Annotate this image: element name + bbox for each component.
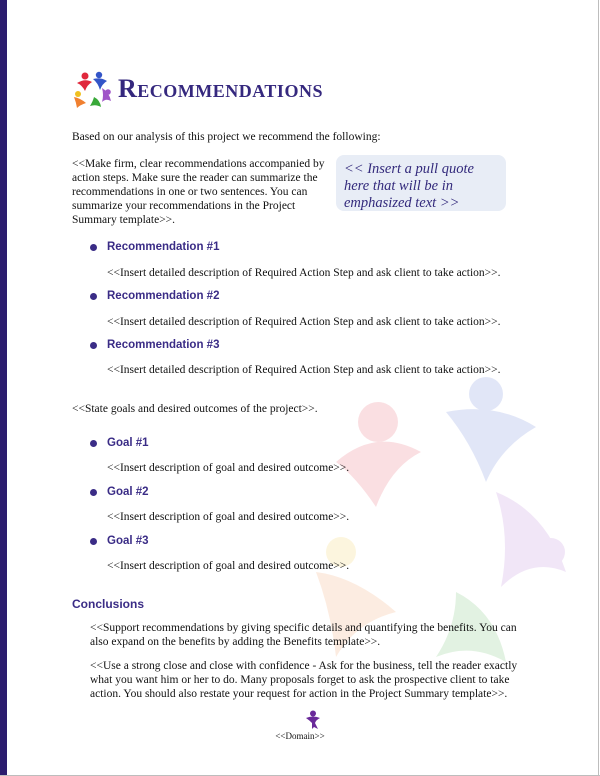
- right-border: [598, 0, 599, 776]
- bullet-icon: [90, 293, 97, 300]
- goal-label: Goal #3: [107, 535, 149, 547]
- goals-intro: <<State goals and desired outcomes of the project>>.: [72, 403, 318, 415]
- recommendation-desc: <<Insert detailed description of Required Action Step and ask client to take action>>.: [107, 267, 501, 279]
- goal-desc: <<Insert description of goal and desired outcome>>.: [107, 462, 350, 474]
- bullet-icon: [90, 342, 97, 349]
- recommendation-label: Recommendation #3: [107, 339, 220, 351]
- recommendation-label: Recommendation #1: [107, 241, 220, 253]
- goal-desc: <<Insert description of goal and desired outcome>>.: [107, 560, 350, 572]
- goal-label: Goal #1: [107, 437, 149, 449]
- page-title: Recommendations: [118, 74, 323, 103]
- recommendation-desc: <<Insert detailed description of Required Action Step and ask client to take action>>.: [107, 316, 501, 328]
- goal-item: [90, 535, 149, 547]
- goal-desc: <<Insert description of goal and desired outcome>>.: [107, 511, 350, 523]
- person-icon: [304, 710, 322, 730]
- bullet-icon: [90, 489, 97, 496]
- conclusion-paragraph: <<Use a strong close and close with confidence - Ask for the business, tell the reader exactly what you want him or her to do. Many proposals forget to ask the prospective client to take action. You should also restate your request for action in the Project Summary template>>.: [90, 660, 518, 700]
- left-margin-bar: [0, 0, 7, 776]
- people-circle-logo-icon: [72, 70, 112, 108]
- recommendation-desc: <<Insert detailed description of Required Action Step and ask client to take action>>.: [107, 364, 501, 376]
- pull-quote: << Insert a pull quote here that will be in emphasized text >>: [336, 155, 506, 211]
- bullet-icon: [90, 244, 97, 251]
- bullet-icon: [90, 538, 97, 545]
- summary-placeholder: <<Make firm, clear recommendations accompanied by action steps. Make sure the reader can summarize the recommendations in one or two sentences. You can summarize your recommendations in the Project Summary template>>.: [72, 158, 325, 226]
- conclusion-paragraph: <<Support recommendations by giving specific details and quantifying the benefits. You can also expand on the benefits by adding the Benefits template>>.: [90, 622, 517, 648]
- intro-text: Based on our analysis of this project we recommend the following:: [72, 131, 381, 143]
- goal-item: [90, 437, 149, 449]
- goal-item: [90, 486, 149, 498]
- bullet-icon: [90, 440, 97, 447]
- conclusions-heading: Conclusions: [72, 597, 145, 611]
- recommendation-item: [90, 241, 219, 253]
- recommendation-item: [90, 339, 219, 351]
- goal-label: Goal #2: [107, 486, 149, 498]
- recommendation-label: Recommendation #2: [107, 290, 220, 302]
- footer-domain: <<Domain>>: [275, 731, 325, 741]
- recommendation-item: [90, 290, 219, 302]
